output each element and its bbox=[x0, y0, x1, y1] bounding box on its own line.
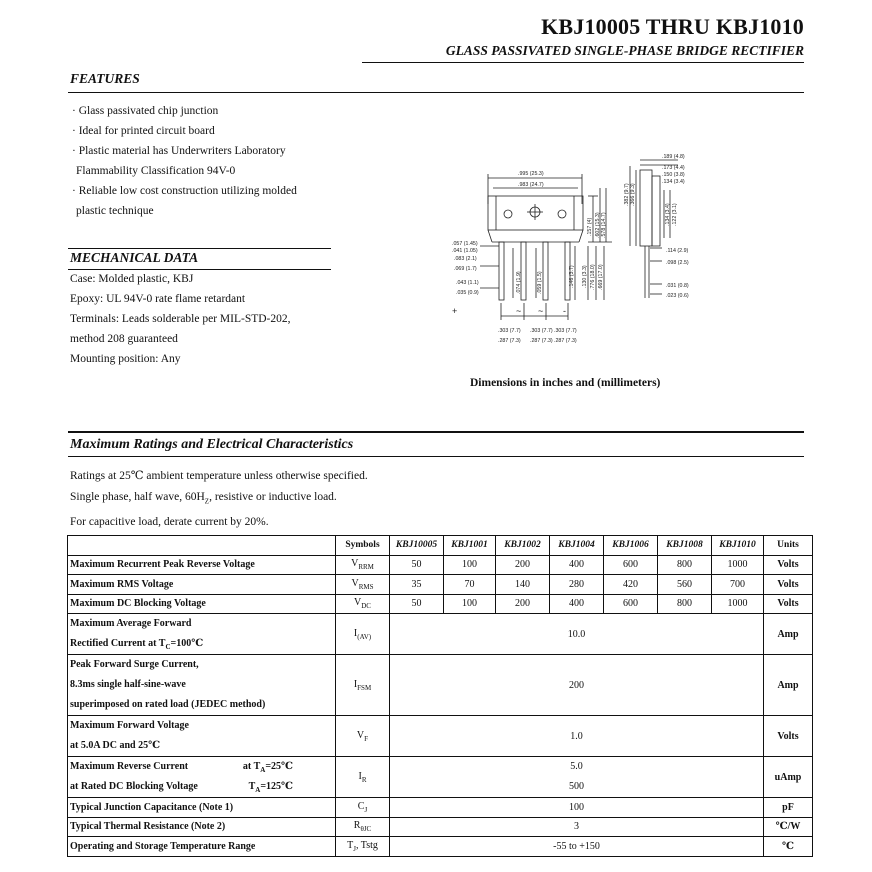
note-derate: For capacitive load, derate current by 20%. bbox=[70, 516, 269, 529]
header-kbj1006: KBJ1006 bbox=[604, 536, 658, 556]
feature-item: · Glass passivated chip junction bbox=[72, 105, 219, 117]
row-value: 800 bbox=[658, 594, 712, 614]
feature-item: Flammability Classification 94V-0 bbox=[76, 165, 236, 177]
dim-pin-1: .074 (1.9) bbox=[516, 271, 522, 294]
feature-item: · Reliable low cost construction utilizing molded bbox=[72, 185, 297, 197]
ratings-rule-top bbox=[68, 431, 804, 433]
table-row bbox=[68, 655, 813, 716]
dim-left-2: .041 (1.05) bbox=[452, 248, 478, 254]
mechanical-list bbox=[70, 269, 291, 369]
dim-pin-2: .059 (1.5) bbox=[537, 271, 543, 294]
table-row bbox=[68, 837, 813, 857]
mechanical-heading: MECHANICAL DATA bbox=[70, 250, 199, 265]
dim-width-inner: .983 (24.7) bbox=[518, 182, 544, 188]
lead-label-plus: + bbox=[452, 306, 458, 316]
row-symbol: $V_{RRM}$ bbox=[336, 555, 390, 575]
row-value: 1.0 bbox=[390, 716, 764, 757]
dim-side-v4: .122 (3.1) bbox=[672, 203, 678, 226]
table-row bbox=[68, 575, 813, 595]
mechanical-item: Terminals: Leads solderable per MIL-STD-202, bbox=[70, 313, 291, 325]
dim-side-top-4: .134 (3.4) bbox=[662, 179, 685, 185]
dim-side-r4: .023 (0.6) bbox=[666, 293, 689, 299]
features-list bbox=[72, 101, 297, 221]
row-symbol: $I_{FSM}$ bbox=[336, 655, 390, 716]
table-row bbox=[68, 817, 813, 837]
row-unit: Amp bbox=[764, 655, 813, 716]
dim-pitch-3a: .303 (7.7) bbox=[554, 328, 577, 334]
features-rule bbox=[68, 92, 804, 93]
table-row bbox=[68, 757, 813, 798]
dim-width-outer: .995 (25.3) bbox=[518, 171, 544, 177]
dim-side-r1: .114 (2.9) bbox=[666, 248, 689, 254]
features-heading: FEATURES bbox=[70, 71, 140, 86]
row-value: 800 bbox=[658, 555, 712, 575]
header-kbj1008: KBJ1008 bbox=[658, 536, 712, 556]
header-symbols: Symbols bbox=[336, 536, 390, 556]
row-label: Maximum RMS Voltage bbox=[68, 575, 336, 595]
row-value: 1000 bbox=[712, 594, 764, 614]
row-value: 100 bbox=[444, 555, 496, 575]
header-cell bbox=[68, 536, 336, 556]
row-label: Operating and Storage Temperature Range bbox=[68, 837, 336, 857]
row-value: 140 bbox=[496, 575, 550, 595]
row-value: 600 bbox=[604, 594, 658, 614]
feature-item: · Ideal for printed circuit board bbox=[72, 125, 215, 137]
ratings-rule bbox=[68, 456, 804, 457]
mechanical-item: method 208 guaranteed bbox=[70, 333, 178, 345]
row-value: 1000 bbox=[712, 555, 764, 575]
row-symbol: $I_{(AV)}$ bbox=[336, 614, 390, 655]
table-header-row bbox=[68, 536, 813, 556]
row-value: 600 bbox=[604, 555, 658, 575]
dim-side-top-3: .150 (3.8) bbox=[662, 172, 685, 178]
row-value: 560 bbox=[658, 575, 712, 595]
feature-item: · Plastic material has Underwriters Laboratory bbox=[72, 145, 286, 157]
row-value: 700 bbox=[712, 575, 764, 595]
table-row bbox=[68, 555, 813, 575]
dim-side-r2: .098 (2.5) bbox=[666, 260, 689, 266]
package-body bbox=[488, 196, 583, 230]
lead-ac2 bbox=[543, 242, 548, 300]
header-kbj1002: KBJ1002 bbox=[496, 536, 550, 556]
header-units: Units bbox=[764, 536, 813, 556]
dim-left-1: .057 (1.45) bbox=[452, 241, 478, 247]
header-kbj1004: KBJ1004 bbox=[550, 536, 604, 556]
drawing-caption: Dimensions in inches and (millimeters) bbox=[470, 377, 661, 389]
row-unit: Volts bbox=[764, 716, 813, 757]
header-kbj10005: KBJ10005 bbox=[390, 536, 444, 556]
dim-pitch-1b: .287 (7.3) bbox=[498, 338, 521, 344]
mechanical-rule-top bbox=[68, 248, 331, 249]
table-row bbox=[68, 594, 813, 614]
row-symbol: $R_{\theta JC}$ bbox=[336, 817, 390, 837]
feature-item: plastic technique bbox=[76, 205, 154, 217]
row-value: -55 to +150 bbox=[390, 837, 764, 857]
row-label: Typical Thermal Resistance (Note 2) bbox=[68, 817, 336, 837]
row-unit: Volts bbox=[764, 575, 813, 595]
row-label: Maximum Recurrent Peak Reverse Voltage bbox=[68, 555, 336, 575]
dim-left-3: .083 (2.1) bbox=[454, 256, 477, 262]
row-unit: Volts bbox=[764, 594, 813, 614]
dim-pitch-3b: .287 (7.3) bbox=[554, 338, 577, 344]
row-symbol: $V_{RMS}$ bbox=[336, 575, 390, 595]
dim-lead-3: .776 (18.0) bbox=[590, 264, 596, 290]
header-kbj1010: KBJ1010 bbox=[712, 536, 764, 556]
dim-left-4: .069 (1.7) bbox=[454, 266, 477, 272]
dim-h1: .157 (4) bbox=[587, 217, 593, 236]
note-ambient: Ratings at 25℃ ambient temperature unless otherwise specified. bbox=[70, 470, 368, 482]
row-value: 5.0 500 bbox=[390, 757, 764, 798]
table-row bbox=[68, 716, 813, 757]
lead-label-ac1: ~ bbox=[516, 306, 522, 316]
row-label: Peak Forward Surge Current, 8.3ms single half-sine-wave superimposed on rated load (JEDEC method) bbox=[68, 655, 336, 716]
row-symbol: $T_J$, Tstg bbox=[336, 837, 390, 857]
header-kbj1001: KBJ1001 bbox=[444, 536, 496, 556]
row-unit: ℃ bbox=[764, 837, 813, 857]
table-row bbox=[68, 798, 813, 818]
row-unit: ℃/W bbox=[764, 817, 813, 837]
ratings-table bbox=[67, 535, 813, 857]
row-label: Maximum Forward Voltage at 5.0A DC and 25℃ bbox=[68, 716, 336, 757]
row-symbol: $C_J$ bbox=[336, 798, 390, 818]
row-label: Typical Junction Capacitance (Note 1) bbox=[68, 798, 336, 818]
package-outline-drawing bbox=[440, 148, 700, 353]
ratings-notes bbox=[70, 466, 368, 533]
row-value: 3 bbox=[390, 817, 764, 837]
dim-h2: .602 (15.3) bbox=[595, 212, 601, 238]
lead-label-minus: - bbox=[563, 306, 566, 316]
dim-side-r3: .031 (0.8) bbox=[666, 283, 689, 289]
row-unit: pF bbox=[764, 798, 813, 818]
dim-side-top-1: .189 (4.8) bbox=[662, 154, 685, 160]
row-symbol: $V_{DC}$ bbox=[336, 594, 390, 614]
mechanical-item: Case: Molded plastic, KBJ bbox=[70, 273, 194, 285]
row-value: 50 bbox=[390, 555, 444, 575]
row-label: Maximum DC Blocking Voltage bbox=[68, 594, 336, 614]
dim-lead-1: .146 (3.7) bbox=[569, 265, 575, 288]
row-value: 400 bbox=[550, 594, 604, 614]
lead-label-ac2: ~ bbox=[538, 306, 544, 316]
row-value: 200 bbox=[390, 655, 764, 716]
mechanical-item: Epoxy: UL 94V-0 rate flame retardant bbox=[70, 293, 246, 305]
row-value: 10.0 bbox=[390, 614, 764, 655]
row-value: 200 bbox=[496, 555, 550, 575]
dim-left-5: .043 (1.1) bbox=[456, 280, 479, 286]
dim-pitch-2b: .287 (7.3) bbox=[530, 338, 553, 344]
row-label: Maximum Average Forward Rectified Current at $T_C=100℃$ bbox=[68, 614, 336, 655]
row-value: 280 bbox=[550, 575, 604, 595]
title-rule bbox=[362, 62, 804, 63]
dim-side-v3: .134 (3.4) bbox=[665, 203, 671, 226]
mechanical-item: Mounting position: Any bbox=[70, 353, 181, 365]
dim-side-v2: .366 (9.3) bbox=[630, 183, 636, 206]
package-side-view bbox=[640, 170, 652, 246]
row-value: 35 bbox=[390, 575, 444, 595]
lead-plus bbox=[499, 242, 504, 300]
dim-pitch-2a: .303 (7.7) bbox=[530, 328, 553, 334]
dim-pitch-1a: .303 (7.7) bbox=[498, 328, 521, 334]
row-label: Maximum Reverse Current at $T_A=25℃$ at Rated DC Blocking Voltage $T_A=125℃$ bbox=[68, 757, 336, 798]
dim-side-v1: .382 (9.7) bbox=[624, 183, 630, 206]
row-value: 420 bbox=[604, 575, 658, 595]
dim-left-6: .035 (0.9) bbox=[456, 290, 479, 296]
ratings-heading: Maximum Ratings and Electrical Characteristics bbox=[70, 437, 354, 452]
row-value: 70 bbox=[444, 575, 496, 595]
dim-lead-4: .669 (17.0) bbox=[598, 264, 604, 290]
row-value: 100 bbox=[444, 594, 496, 614]
row-value: 50 bbox=[390, 594, 444, 614]
dim-side-top-2: .173 (4.4) bbox=[662, 165, 685, 171]
document-subtitle: GLASS PASSIVATED SINGLE-PHASE BRIDGE RECTIFIER bbox=[445, 43, 804, 58]
row-symbol: $I_R$ bbox=[336, 757, 390, 798]
table-row bbox=[68, 614, 813, 655]
row-value: 400 bbox=[550, 555, 604, 575]
row-unit: Amp bbox=[764, 614, 813, 655]
dim-h3: .578 (14.7) bbox=[601, 212, 607, 238]
dim-lead-2: .130 (3.3) bbox=[582, 265, 588, 288]
document-title: KBJ10005 THRU KBJ1010 bbox=[541, 14, 804, 39]
row-symbol: $V_F$ bbox=[336, 716, 390, 757]
row-value: 100 bbox=[390, 798, 764, 818]
note-phase: Single phase, half wave, $60H_Z$, resistive or inductive load. bbox=[70, 491, 337, 506]
row-unit: Volts bbox=[764, 555, 813, 575]
row-value: 200 bbox=[496, 594, 550, 614]
row-unit: uAmp bbox=[764, 757, 813, 798]
